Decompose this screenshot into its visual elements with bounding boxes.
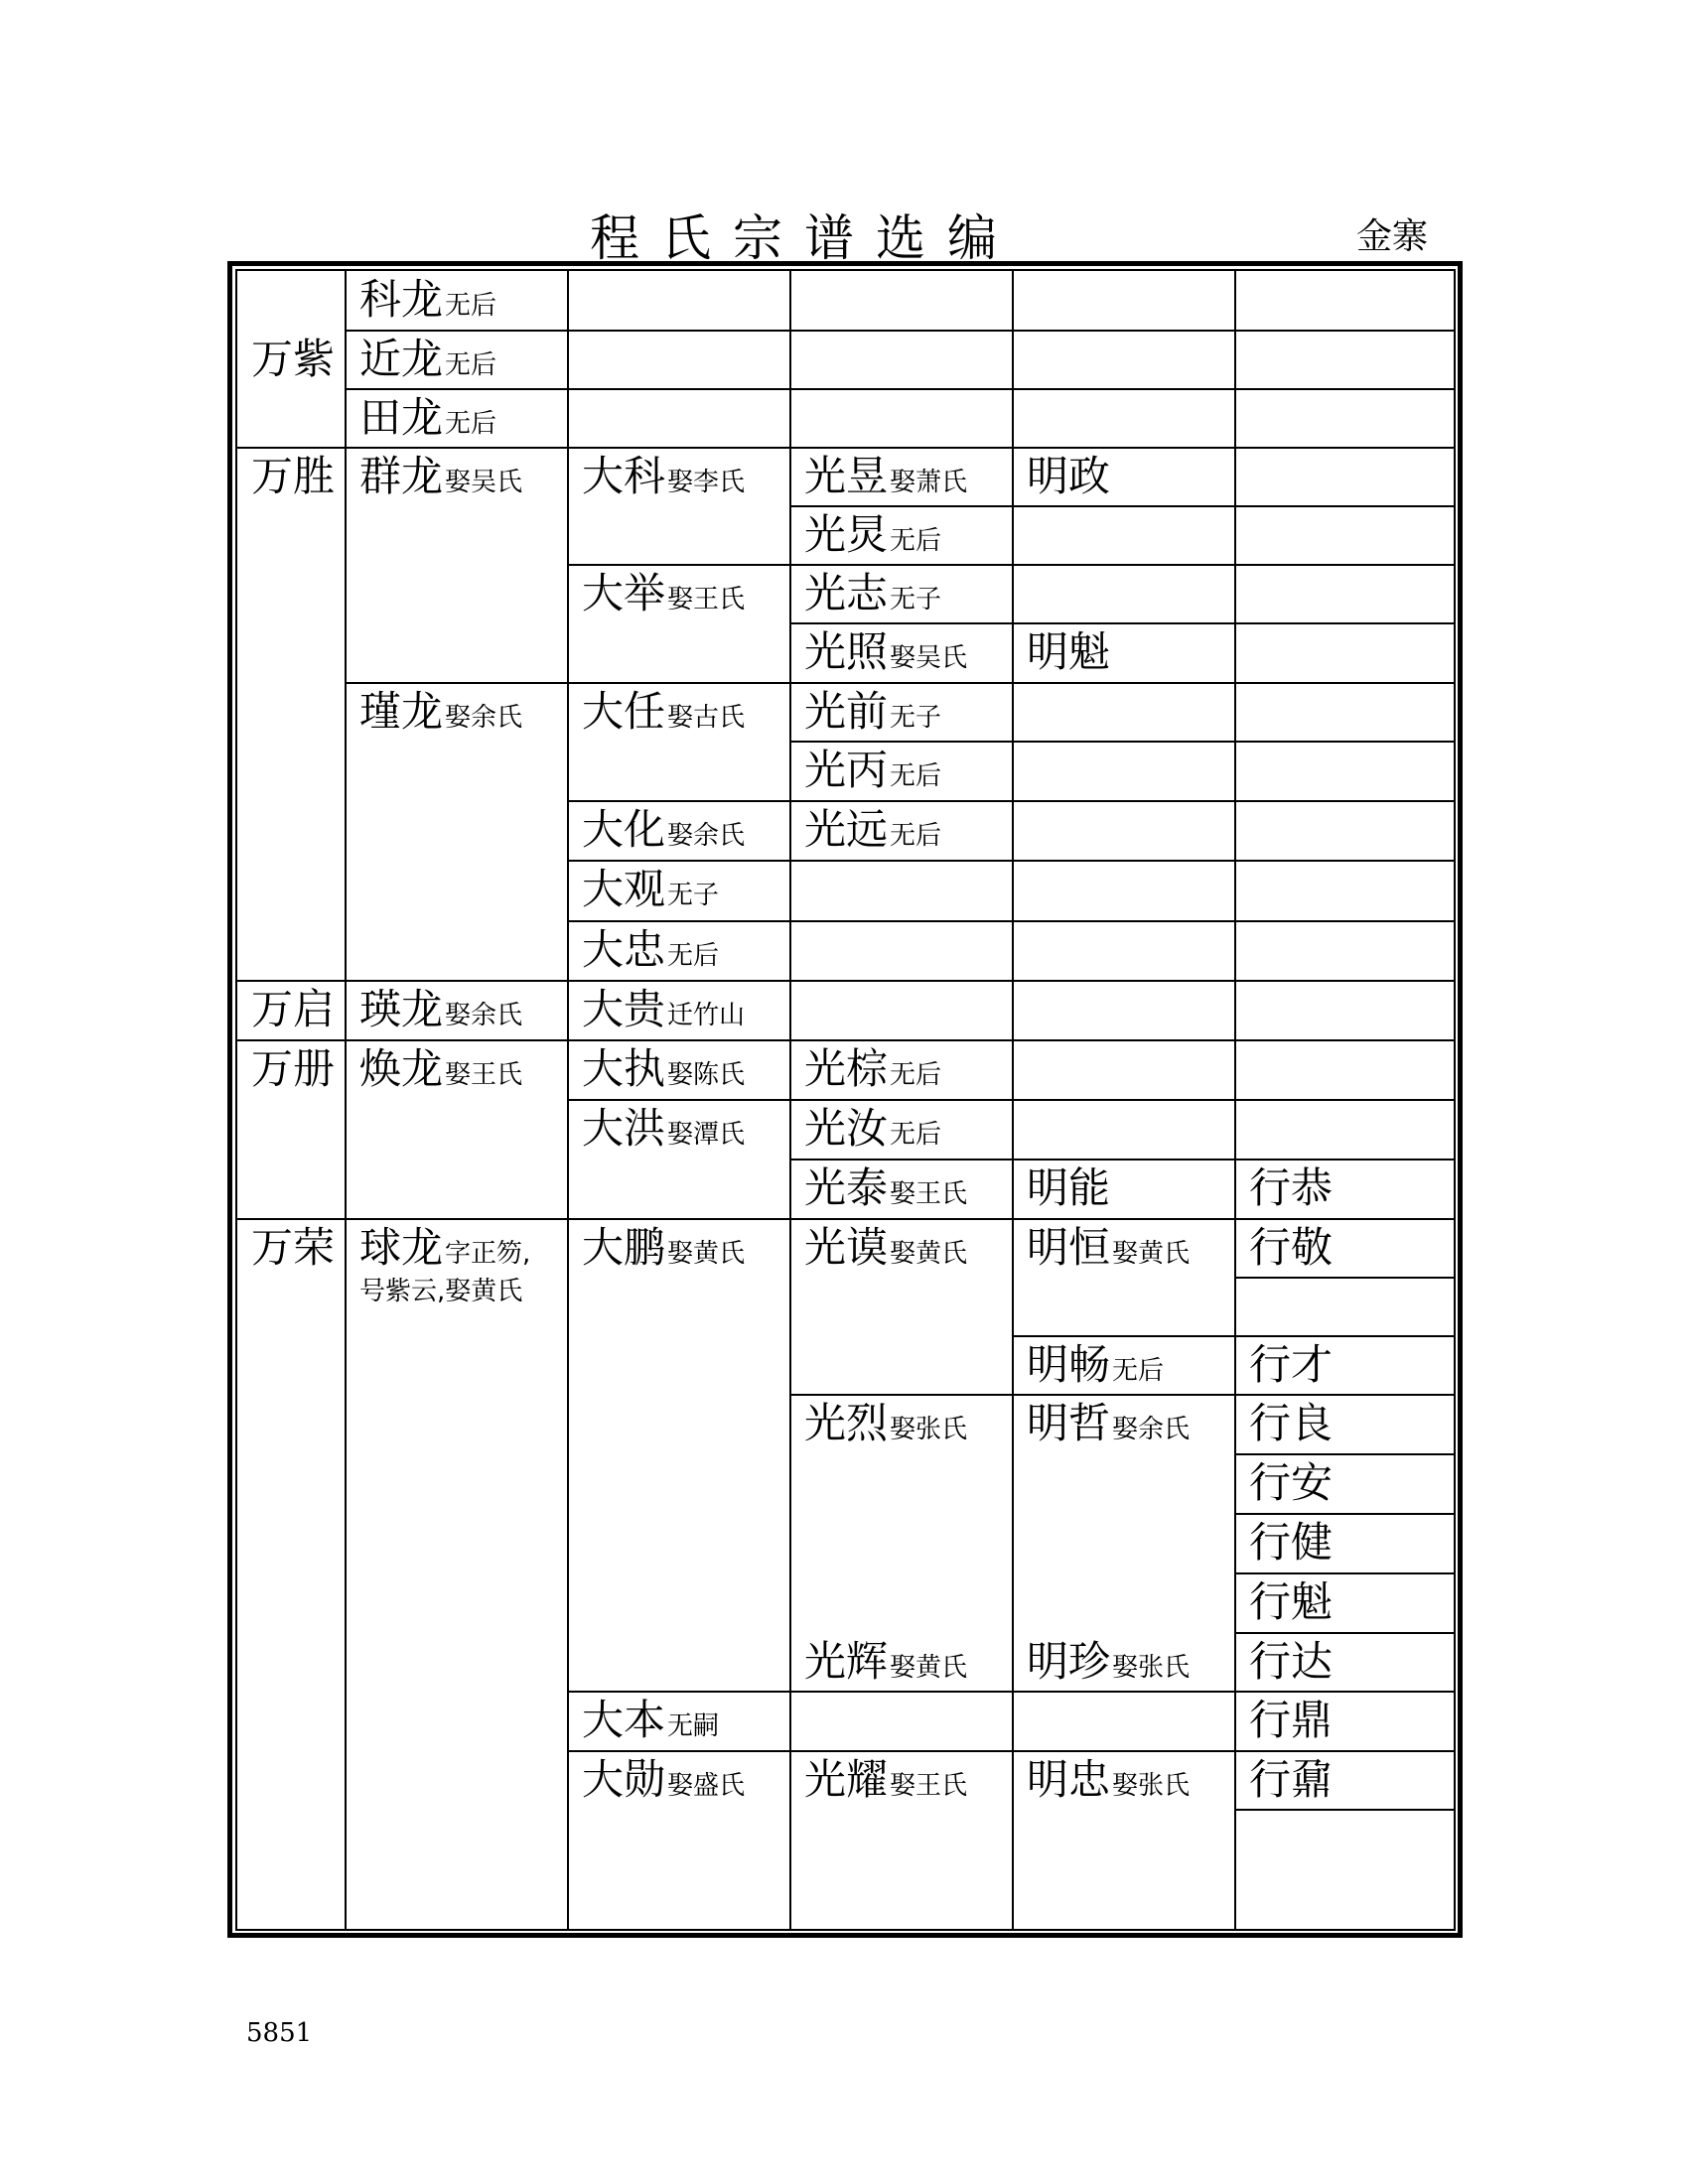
person-name: 光泰: [804, 1163, 889, 1212]
grid-line-h: [237, 1218, 1454, 1220]
person-note: 娶黄氏: [1112, 1239, 1191, 1269]
person-name: 光谟: [804, 1223, 889, 1272]
grid-line-h: [237, 1039, 1454, 1041]
person-name: 万荣: [251, 1223, 336, 1272]
person-note: 娶余氏: [445, 1001, 523, 1030]
person-name: 明政: [1027, 452, 1111, 500]
person-note: 娶盛氏: [667, 1771, 746, 1801]
page-number: 5851: [246, 2018, 313, 2048]
person-note: 娶陈氏: [667, 1060, 746, 1090]
grid-line-h: [346, 330, 1454, 332]
person-note: 无后: [890, 761, 942, 791]
person-note: 娶黄氏: [667, 1239, 746, 1269]
person-note: 娶张氏: [1112, 1771, 1191, 1801]
person-name: 光照: [804, 627, 889, 676]
person-name: 光汝: [804, 1104, 889, 1153]
person-name: 田龙: [359, 393, 444, 442]
person-note: 娶吴氏: [445, 468, 523, 497]
person-name: 行敬: [1249, 1223, 1334, 1272]
person-name: 大鹏: [582, 1223, 666, 1272]
person-note: 字正笏,: [445, 1239, 531, 1269]
person-name: 大勋: [582, 1755, 666, 1804]
person-name: 明恒: [1027, 1223, 1111, 1272]
person-note: 无子: [890, 703, 942, 733]
person-name: 光昱: [804, 452, 889, 500]
person-name: 万胜: [251, 452, 336, 500]
person-name: 万册: [251, 1044, 336, 1093]
grid-line-h: [346, 388, 1454, 390]
person-name: 明哲: [1027, 1399, 1111, 1447]
grid-line-h: [1013, 1335, 1454, 1337]
grid-line-h: [790, 1159, 1454, 1160]
person-note: 无后: [890, 526, 942, 556]
person-name: 明能: [1027, 1163, 1111, 1212]
person-name: 光远: [804, 805, 889, 854]
grid-line-h: [790, 741, 1454, 743]
person-note: 无后: [445, 350, 497, 380]
grid-line-h: [1235, 1513, 1454, 1515]
person-note: 娶余氏: [1112, 1415, 1191, 1444]
person-note: 无子: [890, 585, 942, 614]
grid-line-h: [568, 1099, 1454, 1101]
grid-line-h: [790, 622, 1454, 624]
person-note: 娶王氏: [445, 1060, 523, 1090]
person-note: 娶黄氏: [890, 1239, 968, 1269]
person-name: 大化: [582, 805, 666, 854]
grid-line-h: [568, 800, 1454, 802]
person-note: 无嗣: [667, 1711, 720, 1741]
person-name: 焕龙: [359, 1044, 444, 1093]
person-note: 无后: [667, 941, 720, 971]
person-name: 行魁: [1249, 1577, 1334, 1626]
person-name: 行良: [1249, 1399, 1334, 1447]
person-name: 近龙: [359, 335, 444, 383]
grid-line-h: [1235, 1572, 1454, 1574]
person-note: 娶余氏: [445, 703, 523, 733]
region-label: 金寨: [1356, 216, 1429, 257]
person-note: 娶萧氏: [890, 468, 968, 497]
person-name: 光棕: [804, 1044, 889, 1093]
grid-line-h: [568, 564, 1454, 566]
person-note: 娶吴氏: [890, 643, 968, 673]
person-name: 行安: [1249, 1458, 1334, 1507]
person-note: 娶黄氏: [890, 1653, 968, 1683]
person-name: 大本: [582, 1696, 666, 1744]
person-name: 大执: [582, 1044, 666, 1093]
person-name: 光烈: [804, 1399, 889, 1447]
person-name: 大科: [582, 452, 666, 500]
person-name: 万启: [251, 985, 336, 1033]
grid-line-h: [568, 920, 1454, 922]
person-name: 瑾龙: [359, 687, 444, 736]
person-name: 大举: [582, 569, 666, 617]
grid-line-h: [790, 505, 1454, 507]
person-name: 光前: [804, 687, 889, 736]
person-name: 瑛龙: [359, 985, 444, 1033]
grid-line-h: [1235, 1809, 1454, 1811]
person-name: 行健: [1249, 1518, 1334, 1567]
person-name: 明忠: [1027, 1755, 1111, 1804]
grid-line-h: [1235, 1632, 1454, 1634]
person-note: 娶古氏: [667, 703, 746, 733]
person-name: 大观: [582, 865, 666, 913]
person-note: 无后: [445, 291, 497, 321]
person-name: 光耀: [804, 1755, 889, 1804]
person-name: 明畅: [1027, 1340, 1111, 1389]
person-name: 球龙: [359, 1223, 444, 1272]
person-name: 大任: [582, 687, 666, 736]
person-note: 娶张氏: [1112, 1653, 1191, 1683]
person-note: 无后: [890, 1120, 942, 1150]
person-name: 大忠: [582, 925, 666, 974]
person-name: 行恭: [1249, 1163, 1334, 1212]
person-note: 娶王氏: [890, 1179, 968, 1209]
person-note: 娶潭氏: [667, 1120, 746, 1150]
person-note: 无后: [1112, 1356, 1165, 1386]
person-note: 娶李氏: [667, 468, 746, 497]
person-note: 娶张氏: [890, 1415, 968, 1444]
grid-line-h: [1235, 1277, 1454, 1279]
person-name: 行才: [1249, 1340, 1334, 1389]
person-note: 无后: [890, 821, 942, 851]
page-title: 程氏宗谱选编: [590, 209, 1019, 267]
person-name: 行达: [1249, 1637, 1334, 1686]
person-note: 迁竹山: [667, 1001, 746, 1030]
grid-line-h: [237, 980, 1454, 982]
grid-line-v: [345, 271, 347, 1929]
person-note: 娶王氏: [890, 1771, 968, 1801]
person-name: 万紫: [251, 335, 336, 383]
person-note: 无子: [667, 881, 720, 910]
person-name: 行鼐: [1249, 1755, 1334, 1804]
person-name: 光丙: [804, 746, 889, 794]
person-note: 娶余氏: [667, 821, 746, 851]
person-name: 行鼎: [1249, 1696, 1334, 1744]
person-name: 明珍: [1027, 1637, 1111, 1686]
person-note-line2: 号紫云,娶黄氏: [359, 1277, 523, 1306]
person-note: 无后: [890, 1060, 942, 1090]
person-name: 大洪: [582, 1104, 666, 1153]
person-name: 科龙: [359, 275, 444, 324]
person-name: 光辉: [804, 1637, 889, 1686]
person-name: 大贵: [582, 985, 666, 1033]
grid-line-h: [568, 1691, 1454, 1693]
person-name: 群龙: [359, 452, 444, 500]
grid-line-h: [790, 1394, 1454, 1396]
grid-line-h: [346, 682, 1454, 684]
grid-line-h: [1235, 1453, 1454, 1455]
person-name: 光志: [804, 569, 889, 617]
person-name: 明魁: [1027, 627, 1111, 676]
person-note: 无后: [445, 409, 497, 439]
person-note: 娶王氏: [667, 585, 746, 614]
grid-line-h: [568, 1750, 1454, 1752]
grid-line-h: [237, 447, 1454, 449]
grid-line-h: [568, 860, 1454, 862]
person-name: 光炅: [804, 510, 889, 559]
